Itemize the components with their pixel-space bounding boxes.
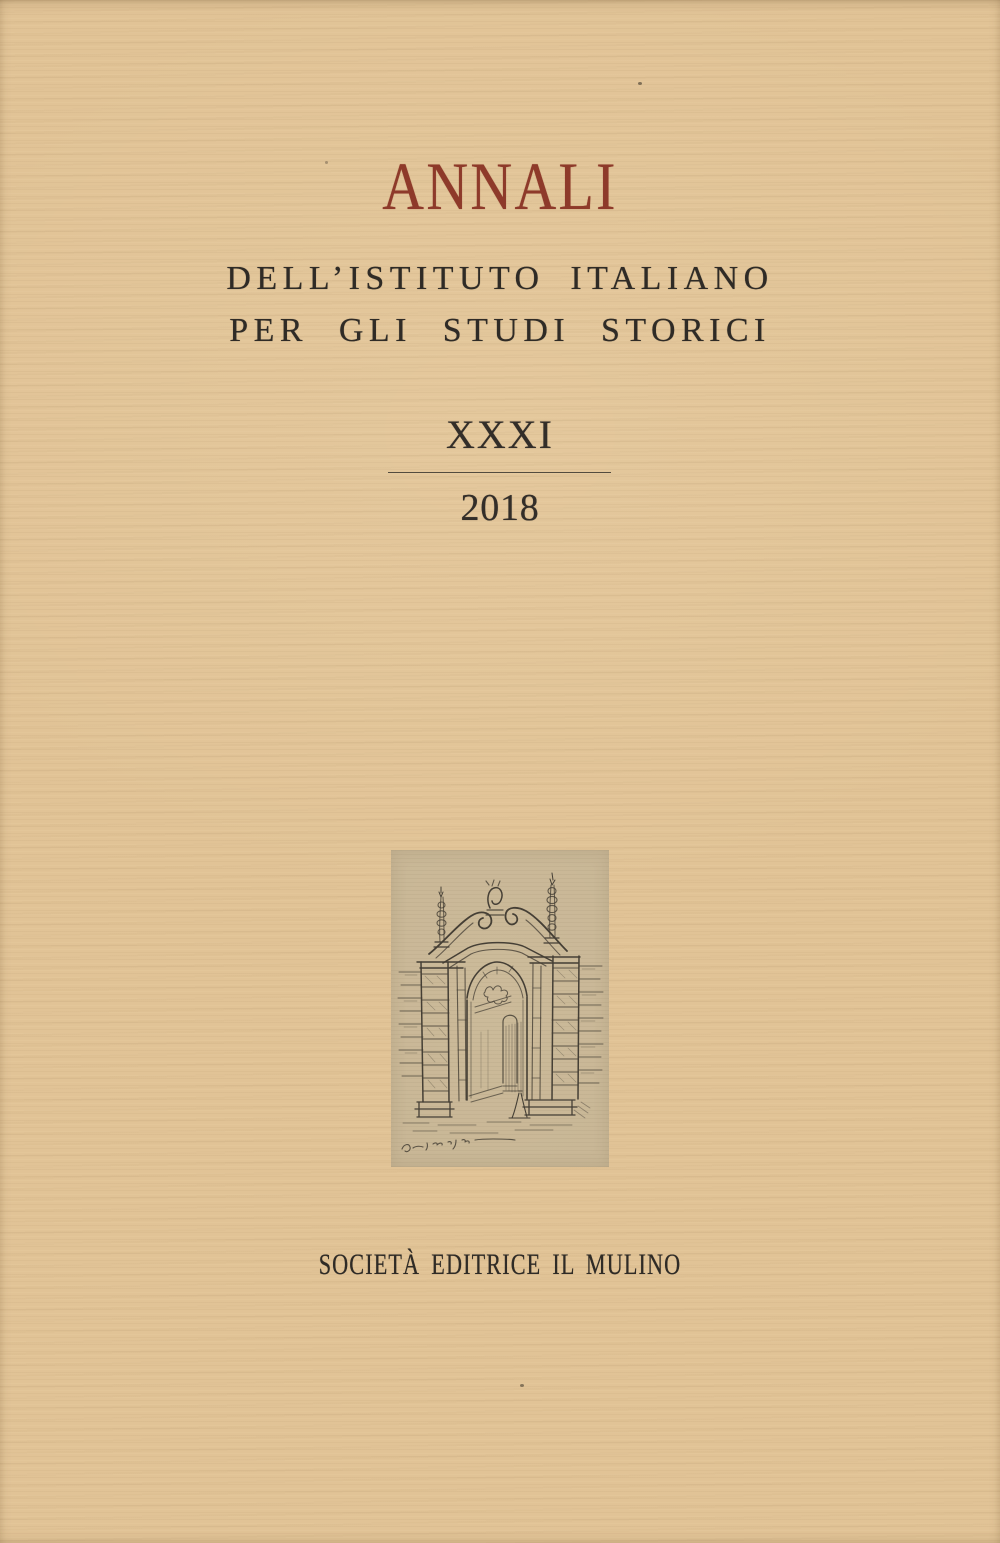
divider-rule (388, 472, 611, 473)
gate-etching-illustration (391, 850, 609, 1167)
subtitle-line-1: DELL’ISTITUTO ITALIANO (226, 260, 774, 297)
cover-title: ANNALI (382, 148, 618, 224)
gate-etching-plate (391, 850, 609, 1167)
subtitle-line-2: PER GLI STUDI STORICI (229, 312, 771, 349)
cover-subtitle (0, 253, 1000, 357)
paper-speck (325, 161, 328, 164)
publisher-imprint: SOCIETÀ EDITRICE IL MULINO (318, 1248, 682, 1281)
paper-speck (638, 82, 642, 85)
paper-speck (520, 1384, 524, 1387)
volume-number: XXXI (446, 412, 554, 457)
publication-year: 2018 (460, 487, 540, 529)
